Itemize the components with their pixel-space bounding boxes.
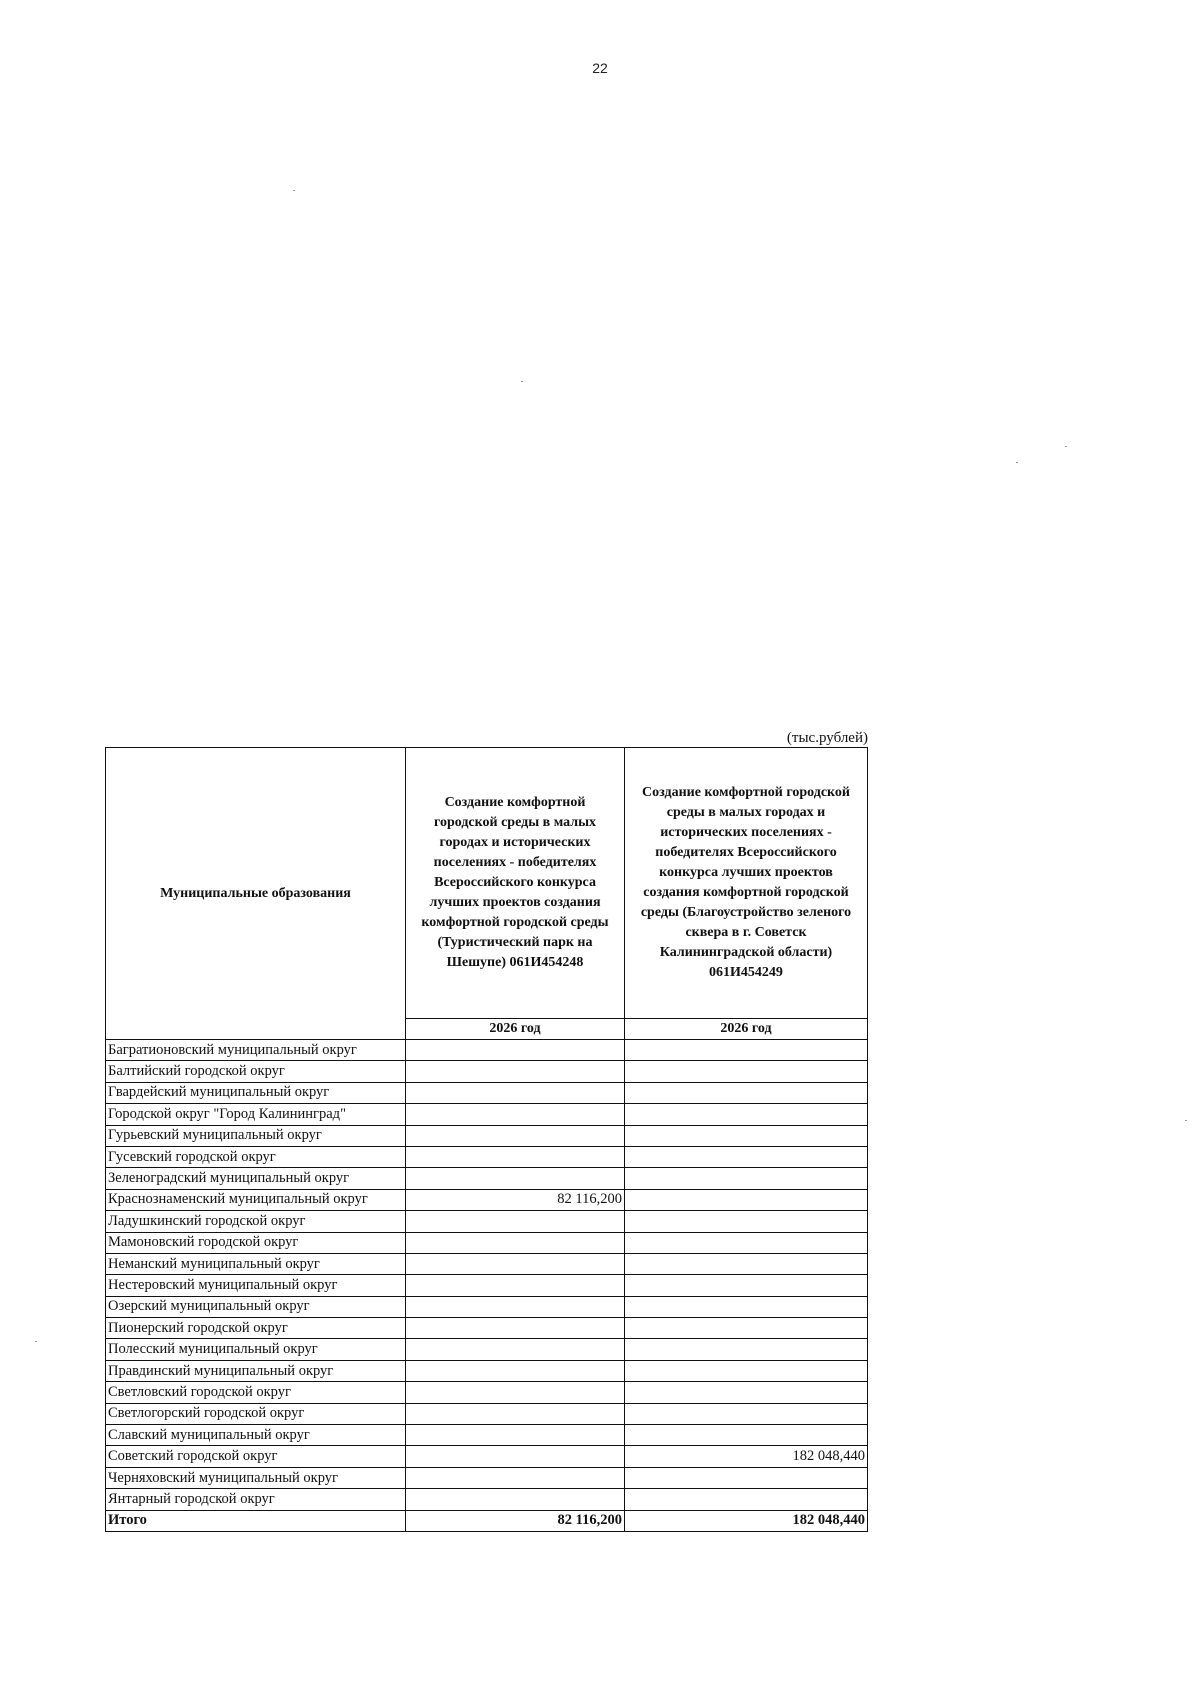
scan-speck (521, 381, 523, 382)
municipality-name: Черняховский муниципальный округ (106, 1467, 406, 1488)
value-column-1 (406, 1125, 625, 1146)
total-value-2: 182 048,440 (625, 1510, 868, 1531)
value-column-2 (625, 1189, 868, 1210)
budget-table (105, 747, 868, 1532)
municipality-name: Городской округ "Город Калининград" (106, 1104, 406, 1125)
value-column-2 (625, 1253, 868, 1274)
table-row (106, 1168, 868, 1189)
table-row (106, 1211, 868, 1232)
value-column-1 (406, 1446, 625, 1467)
value-column-1 (406, 1360, 625, 1381)
value-column-1 (406, 1339, 625, 1360)
table-row (106, 1253, 868, 1274)
municipality-name: Багратионовский муниципальный округ (106, 1040, 406, 1061)
scan-speck (293, 190, 295, 191)
scan-speck (1185, 1120, 1187, 1121)
value-column-2 (625, 1489, 868, 1510)
municipality-name: Нестеровский муниципальный округ (106, 1275, 406, 1296)
table-row (106, 1189, 868, 1210)
table-row (106, 1446, 868, 1467)
value-column-1 (406, 1425, 625, 1446)
value-column-1 (406, 1104, 625, 1125)
municipality-name: Гурьевский муниципальный округ (106, 1125, 406, 1146)
value-column-2 (625, 1318, 868, 1339)
table-row (106, 1040, 868, 1061)
table-row (106, 1467, 868, 1488)
value-column-2 (625, 1275, 868, 1296)
column-2-year: 2026 год (625, 1019, 868, 1040)
value-column-2 (625, 1425, 868, 1446)
table-row (106, 1061, 868, 1082)
municipality-name: Светлогорский городской округ (106, 1403, 406, 1424)
value-column-2 (625, 1232, 868, 1253)
municipality-name: Неманский муниципальный округ (106, 1253, 406, 1274)
value-column-1: 82 116,200 (406, 1189, 625, 1210)
table-row (106, 1125, 868, 1146)
value-column-2 (625, 1211, 868, 1232)
value-column-1 (406, 1211, 625, 1232)
value-column-2 (625, 1360, 868, 1381)
municipality-name: Янтарный городской округ (106, 1489, 406, 1510)
municipality-name: Зеленоградский муниципальный округ (106, 1168, 406, 1189)
table-row (106, 1360, 868, 1381)
value-column-2 (625, 1403, 868, 1424)
municipality-name: Правдинский муниципальный округ (106, 1360, 406, 1381)
table-row (106, 1104, 868, 1125)
value-column-2 (625, 1061, 868, 1082)
value-column-2 (625, 1296, 868, 1317)
column-2-header: Создание комфортной городской среды в малых городах и исторических поселениях - победителях Всероссийского конкурса лучших проектов создания комфортной городской среды (Благоустройство зеленого сквера в г. Советск Калининградской области) 061И454249 (625, 748, 868, 1019)
value-column-1 (406, 1040, 625, 1061)
scan-speck (1016, 462, 1018, 463)
table-row (106, 1382, 868, 1403)
value-column-1 (406, 1296, 625, 1317)
municipality-name: Краснознаменский муниципальный округ (106, 1189, 406, 1210)
value-column-2 (625, 1339, 868, 1360)
municipality-name: Озерский муниципальный округ (106, 1296, 406, 1317)
value-column-1 (406, 1232, 625, 1253)
value-column-2 (625, 1168, 868, 1189)
value-column-2 (625, 1104, 868, 1125)
value-column-2 (625, 1382, 868, 1403)
value-column-1 (406, 1253, 625, 1274)
municipality-name: Славский муниципальный округ (106, 1425, 406, 1446)
value-column-1 (406, 1275, 625, 1296)
page-number: 22 (592, 60, 608, 76)
value-column-1 (406, 1061, 625, 1082)
total-label: Итого (106, 1510, 406, 1531)
municipality-name: Ладушкинский городской округ (106, 1211, 406, 1232)
municipality-name: Гусевский городской округ (106, 1146, 406, 1167)
table-row (106, 1425, 868, 1446)
value-column-2: 182 048,440 (625, 1446, 868, 1467)
municipality-name: Советский городской округ (106, 1446, 406, 1467)
municipality-name: Мамоновский городской округ (106, 1232, 406, 1253)
municipality-name: Полесский муниципальный округ (106, 1339, 406, 1360)
value-column-2 (625, 1146, 868, 1167)
scan-speck (35, 1341, 37, 1342)
units-note: (тыс.рублей) (786, 730, 868, 746)
scan-speck (1065, 446, 1067, 447)
header-row (106, 748, 868, 1019)
table-row (106, 1318, 868, 1339)
table-row (106, 1275, 868, 1296)
municipality-name: Пионерский городской округ (106, 1318, 406, 1339)
value-column-2 (625, 1467, 868, 1488)
value-column-1 (406, 1467, 625, 1488)
value-column-1 (406, 1382, 625, 1403)
column-1-header: Создание комфортной городской среды в малых городах и исторических поселениях - победителях Всероссийского конкурса лучших проектов создания комфортной городской среды (Туристический парк на Шешупе) 061И454248 (406, 748, 625, 1019)
table-row (106, 1232, 868, 1253)
table-row (106, 1489, 868, 1510)
municipality-name: Светловский городской округ (106, 1382, 406, 1403)
value-column-1 (406, 1168, 625, 1189)
value-column-1 (406, 1489, 625, 1510)
column-1-year: 2026 год (406, 1019, 625, 1040)
value-column-1 (406, 1082, 625, 1103)
value-column-1 (406, 1318, 625, 1339)
value-column-1 (406, 1146, 625, 1167)
table-row (106, 1339, 868, 1360)
table-row (106, 1403, 868, 1424)
municipality-name: Гвардейский муниципальный округ (106, 1082, 406, 1103)
value-column-1 (406, 1403, 625, 1424)
table-body (106, 1040, 868, 1511)
value-column-2 (625, 1082, 868, 1103)
table-row (106, 1296, 868, 1317)
municipality-name: Балтийский городской округ (106, 1061, 406, 1082)
table-row (106, 1146, 868, 1167)
municipality-column-header: Муниципальные образования (106, 748, 406, 1040)
table-row (106, 1082, 868, 1103)
value-column-2 (625, 1125, 868, 1146)
total-row (106, 1510, 868, 1531)
value-column-2 (625, 1040, 868, 1061)
total-value-1: 82 116,200 (406, 1510, 625, 1531)
